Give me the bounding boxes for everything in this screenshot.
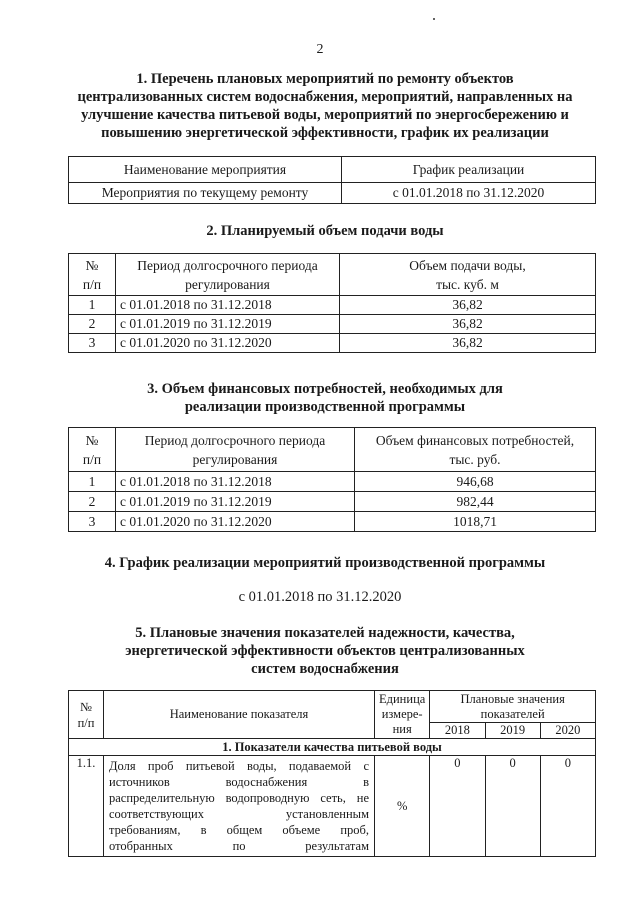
header-indicator-name: Наименование показателя xyxy=(104,691,375,739)
activity-schedule-cell: с 01.01.2018 по 31.12.2020 xyxy=(342,183,596,204)
header-period: Период долгосрочного периода регулирования xyxy=(116,254,340,296)
row-number: 2 xyxy=(69,492,116,512)
table-row xyxy=(69,472,596,492)
water-supply-table xyxy=(68,253,596,353)
row-period: с 01.01.2020 по 31.12.2020 xyxy=(116,334,340,353)
row-period: с 01.01.2020 по 31.12.2020 xyxy=(116,512,355,532)
title-line: улучшение качества питьевой воды, мероприятий по энергосбережению и xyxy=(81,107,569,123)
header-number: № п/п xyxy=(69,254,116,296)
financial-needs-table xyxy=(68,427,596,532)
header-planned-values: Плановые значения показателей xyxy=(430,691,596,723)
title-line: повышению энергетической эффективности, график их реализации xyxy=(101,125,549,141)
table-row xyxy=(69,756,596,857)
table-row xyxy=(69,296,596,315)
header-unit: Единица измере- ния xyxy=(375,691,430,739)
header-year: 2018 xyxy=(430,723,485,739)
row-number: 1.1. xyxy=(69,756,104,857)
row-period: с 01.01.2019 по 31.12.2019 xyxy=(116,315,340,334)
indicator-description: Доля проб питьевой воды, подаваемой с источников водоснабжения в распределительную водопроводную сеть, не соответствующих установленным требованиям, в общем объеме проб, отобранных по результатам xyxy=(104,756,375,857)
table-row xyxy=(69,315,596,334)
header-activity-name: Наименование мероприятия xyxy=(69,157,342,183)
row-value: 36,82 xyxy=(340,334,596,353)
section2-title: 2. Планируемый объем подачи воды xyxy=(206,223,444,239)
table-row xyxy=(69,512,596,532)
table-row xyxy=(69,492,596,512)
header-year: 2020 xyxy=(540,723,595,739)
header-schedule: График реализации xyxy=(342,157,596,183)
title-line: реализации производственной программы xyxy=(184,399,466,415)
page-number: 2 xyxy=(316,42,324,57)
activity-name-cell: Мероприятия по текущему ремонту xyxy=(69,183,342,204)
header-number: № п/п xyxy=(69,691,104,739)
row-period: с 01.01.2019 по 31.12.2019 xyxy=(116,492,355,512)
header-supply-volume: Объем подачи воды, тыс. куб. м xyxy=(340,254,596,296)
section3-title xyxy=(40,380,610,416)
group-title: 1. Показатели качества питьевой воды xyxy=(69,739,596,756)
row-number: 1 xyxy=(69,296,116,315)
row-number: 1 xyxy=(69,472,116,492)
section4-period: с 01.01.2018 по 31.12.2020 xyxy=(238,589,402,605)
row-unit: % xyxy=(375,756,430,857)
activities-table xyxy=(68,156,596,204)
row-value-2019: 0 xyxy=(485,756,540,857)
header-number: № п/п xyxy=(69,428,116,472)
row-period: с 01.01.2018 по 31.12.2018 xyxy=(116,296,340,315)
title-line: централизованных систем водоснабжения, мероприятий, направленных на xyxy=(77,89,573,105)
indicators-table xyxy=(68,690,596,857)
section5-title xyxy=(40,624,610,678)
row-number: 3 xyxy=(69,512,116,532)
section1-title xyxy=(40,70,610,142)
row-value: 1018,71 xyxy=(355,512,596,532)
row-number: 2 xyxy=(69,315,116,334)
row-value: 36,82 xyxy=(340,296,596,315)
title-line: 1. Перечень плановых мероприятий по ремонту объектов xyxy=(136,71,514,87)
header-financial-volume: Объем финансовых потребностей, тыс. руб. xyxy=(355,428,596,472)
row-value: 946,68 xyxy=(355,472,596,492)
row-value-2018: 0 xyxy=(430,756,485,857)
title-line: энергетической эффективности объектов централизованных xyxy=(125,643,525,659)
title-line: 3. Объем финансовых потребностей, необходимых для xyxy=(147,381,503,397)
scan-speck xyxy=(433,18,435,20)
header-period: Период долгосрочного периода регулирования xyxy=(116,428,355,472)
row-value-2020: 0 xyxy=(540,756,595,857)
header-year: 2019 xyxy=(485,723,540,739)
title-line: систем водоснабжения xyxy=(251,661,399,677)
row-period: с 01.01.2018 по 31.12.2018 xyxy=(116,472,355,492)
row-value: 36,82 xyxy=(340,315,596,334)
row-value: 982,44 xyxy=(355,492,596,512)
table-row xyxy=(69,334,596,353)
row-number: 3 xyxy=(69,334,116,353)
title-line: 5. Плановые значения показателей надежности, качества, xyxy=(135,625,515,641)
section4-title: 4. График реализации мероприятий производственной программы xyxy=(104,555,546,571)
